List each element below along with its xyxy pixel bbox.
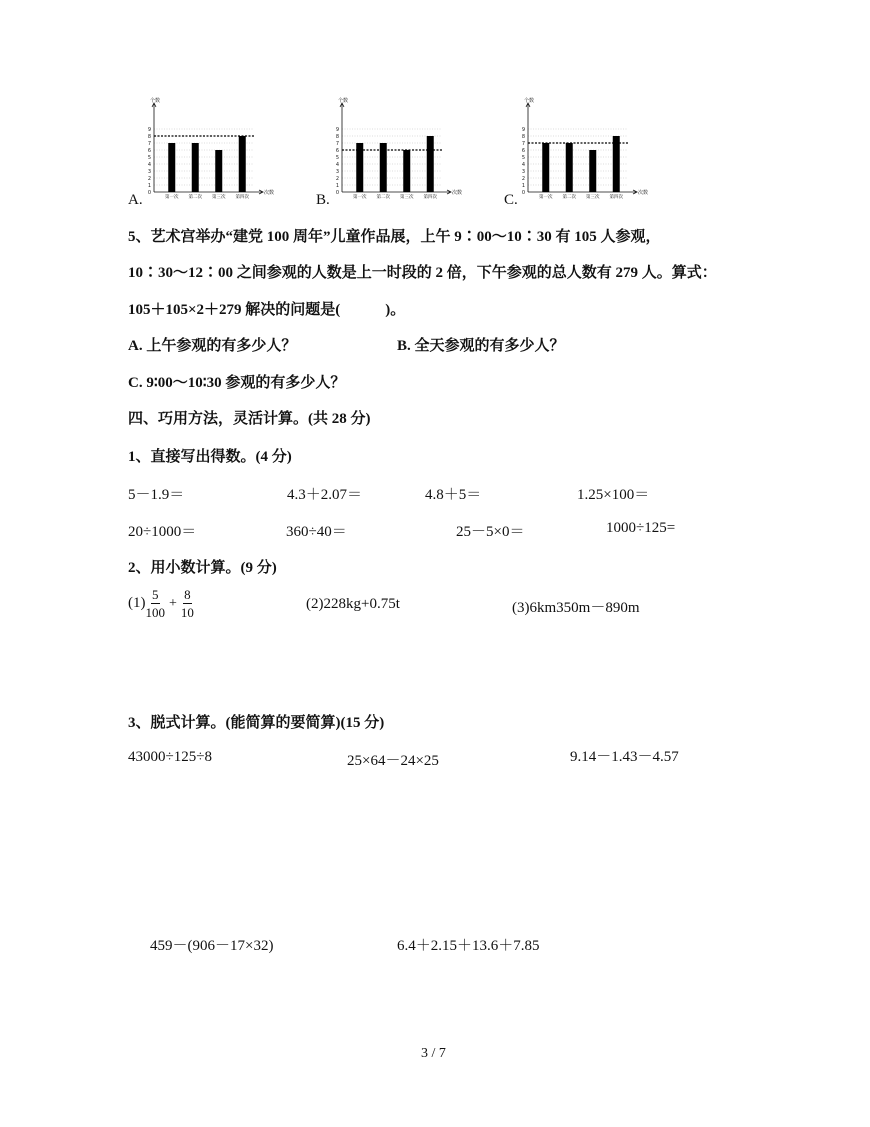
y-tick-label: 5 bbox=[335, 155, 339, 161]
y-axis-label: 个数 bbox=[338, 98, 349, 104]
fraction-2-numerator: 8 bbox=[184, 587, 191, 602]
y-tick-label: 2 bbox=[147, 176, 151, 182]
bar bbox=[613, 136, 620, 192]
bar bbox=[168, 143, 175, 192]
x-tick-label: 第四次 bbox=[423, 195, 437, 200]
fraction-2 bbox=[181, 588, 194, 619]
bar bbox=[215, 150, 222, 192]
q1-r1-c1: 5－1.9＝ bbox=[128, 487, 185, 503]
y-tick-label: 3 bbox=[521, 169, 525, 175]
q5-line-3: 105＋105×2＋279 解决的问题是( )。 bbox=[128, 302, 406, 318]
chart-option-b bbox=[332, 98, 463, 204]
q2-title: 2、用小数计算。(9 分) bbox=[128, 560, 277, 576]
bar bbox=[589, 150, 596, 192]
y-tick-label: 0 bbox=[521, 190, 525, 196]
y-tick-label: 0 bbox=[335, 190, 339, 196]
q5-line-2: 10∶30～12∶00 之间参观的人数是上一时段的 2 倍，下午参观的总人数有 279 人。算式： bbox=[128, 265, 717, 281]
q2-item-2: (2)228kg+0.75t bbox=[306, 596, 400, 612]
y-tick-label: 7 bbox=[335, 141, 339, 147]
q3-r1-c1: 43000÷125÷8 bbox=[128, 749, 212, 765]
fraction-1-numerator: 5 bbox=[152, 587, 159, 602]
fraction-1-denominator: 100 bbox=[145, 605, 165, 620]
bar bbox=[239, 136, 246, 192]
y-tick-label: 1 bbox=[521, 183, 525, 189]
x-tick-label: 第三次 bbox=[400, 195, 414, 200]
y-tick-label: 6 bbox=[521, 148, 525, 154]
q2-item-1-prefix: (1) bbox=[128, 595, 146, 611]
option-b-label: B. bbox=[316, 192, 330, 208]
x-tick-label: 第一次 bbox=[539, 195, 553, 200]
y-tick-label: 8 bbox=[521, 134, 525, 140]
q1-r2-c1: 20÷1000＝ bbox=[128, 524, 197, 540]
y-tick-label: 9 bbox=[521, 127, 525, 133]
bar bbox=[566, 143, 573, 192]
q1-r1-c4: 1.25×100＝ bbox=[577, 487, 650, 503]
y-tick-label: 5 bbox=[147, 155, 151, 161]
x-axis-label: 次数 bbox=[638, 190, 649, 196]
q5-option-a: A. 上午参观的有多少人？ bbox=[128, 338, 297, 354]
q2-item-1 bbox=[128, 588, 194, 619]
x-tick-label: 第三次 bbox=[586, 195, 600, 200]
y-tick-label: 8 bbox=[335, 134, 339, 140]
bar bbox=[403, 150, 410, 192]
y-tick-label: 9 bbox=[147, 127, 151, 133]
y-tick-label: 4 bbox=[147, 162, 151, 168]
q5-line-1: 5、艺术宫举办“建党 100 周年”儿童作品展，上午 9∶00～10∶30 有 105 人参观， bbox=[128, 229, 661, 245]
y-tick-label: 3 bbox=[335, 169, 339, 175]
y-tick-label: 2 bbox=[335, 176, 339, 182]
q5-option-b: B. 全天参观的有多少人？ bbox=[397, 338, 565, 354]
q1-r1-c3: 4.8＋5＝ bbox=[425, 487, 482, 503]
q3-r2-c1: 459－(906－17×32) bbox=[150, 938, 274, 954]
chart-option-c bbox=[518, 98, 649, 204]
q1-title: 1、直接写出得数。(4 分) bbox=[128, 449, 292, 465]
q1-r2-c2: 360÷40＝ bbox=[286, 524, 347, 540]
y-tick-label: 9 bbox=[335, 127, 339, 133]
bar bbox=[542, 143, 549, 192]
y-axis-label: 个数 bbox=[150, 98, 161, 104]
q1-r2-c3: 25－5×0＝ bbox=[456, 524, 525, 540]
x-tick-label: 第二次 bbox=[188, 195, 202, 200]
q1-r1-c2: 4.3＋2.07＝ bbox=[287, 487, 363, 503]
q2-item-3: (3)6km350m－890m bbox=[512, 600, 640, 616]
page-number: 3 / 7 bbox=[421, 1046, 446, 1061]
y-tick-label: 7 bbox=[521, 141, 525, 147]
section-4-title: 四、巧用方法，灵活计算。(共 28 分) bbox=[128, 411, 371, 427]
x-tick-label: 第三次 bbox=[212, 195, 226, 200]
fraction-2-denominator: 10 bbox=[180, 605, 194, 620]
q3-r1-c2: 25×64－24×25 bbox=[347, 753, 439, 769]
x-tick-label: 第二次 bbox=[562, 195, 576, 200]
y-tick-label: 5 bbox=[521, 155, 525, 161]
plus-sign: + bbox=[169, 595, 177, 611]
y-axis-label: 个数 bbox=[524, 98, 535, 104]
y-tick-label: 1 bbox=[335, 183, 339, 189]
y-tick-label: 1 bbox=[147, 183, 151, 189]
x-tick-label: 第四次 bbox=[235, 195, 249, 200]
bar bbox=[192, 143, 199, 192]
x-tick-label: 第二次 bbox=[376, 195, 390, 200]
x-axis-label: 次数 bbox=[264, 190, 275, 196]
y-tick-label: 4 bbox=[335, 162, 339, 168]
x-axis-label: 次数 bbox=[452, 190, 463, 196]
y-tick-label: 8 bbox=[147, 134, 151, 140]
y-tick-label: 4 bbox=[521, 162, 525, 168]
y-tick-label: 6 bbox=[147, 148, 151, 154]
q3-title: 3、脱式计算。(能简算的要简算)(15 分) bbox=[128, 715, 385, 731]
chart-option-a bbox=[144, 98, 275, 204]
q3-r2-c2: 6.4＋2.15＋13.6＋7.85 bbox=[397, 938, 540, 954]
bar bbox=[427, 136, 434, 192]
y-tick-label: 6 bbox=[335, 148, 339, 154]
y-tick-label: 7 bbox=[147, 141, 151, 147]
option-a-label: A. bbox=[128, 192, 143, 208]
q5-option-c: C. 9∶00～10∶30 参观的有多少人？ bbox=[128, 375, 346, 391]
y-tick-label: 0 bbox=[147, 190, 151, 196]
option-c-label: C. bbox=[504, 192, 518, 208]
y-tick-label: 3 bbox=[147, 169, 151, 175]
x-tick-label: 第一次 bbox=[353, 195, 367, 200]
x-tick-label: 第四次 bbox=[609, 195, 623, 200]
fraction-1 bbox=[146, 588, 166, 619]
q3-r1-c3: 9.14－1.43－4.57 bbox=[570, 749, 679, 765]
x-tick-label: 第一次 bbox=[165, 195, 179, 200]
q1-r2-c4: 1000÷125= bbox=[606, 520, 676, 536]
y-tick-label: 2 bbox=[521, 176, 525, 182]
